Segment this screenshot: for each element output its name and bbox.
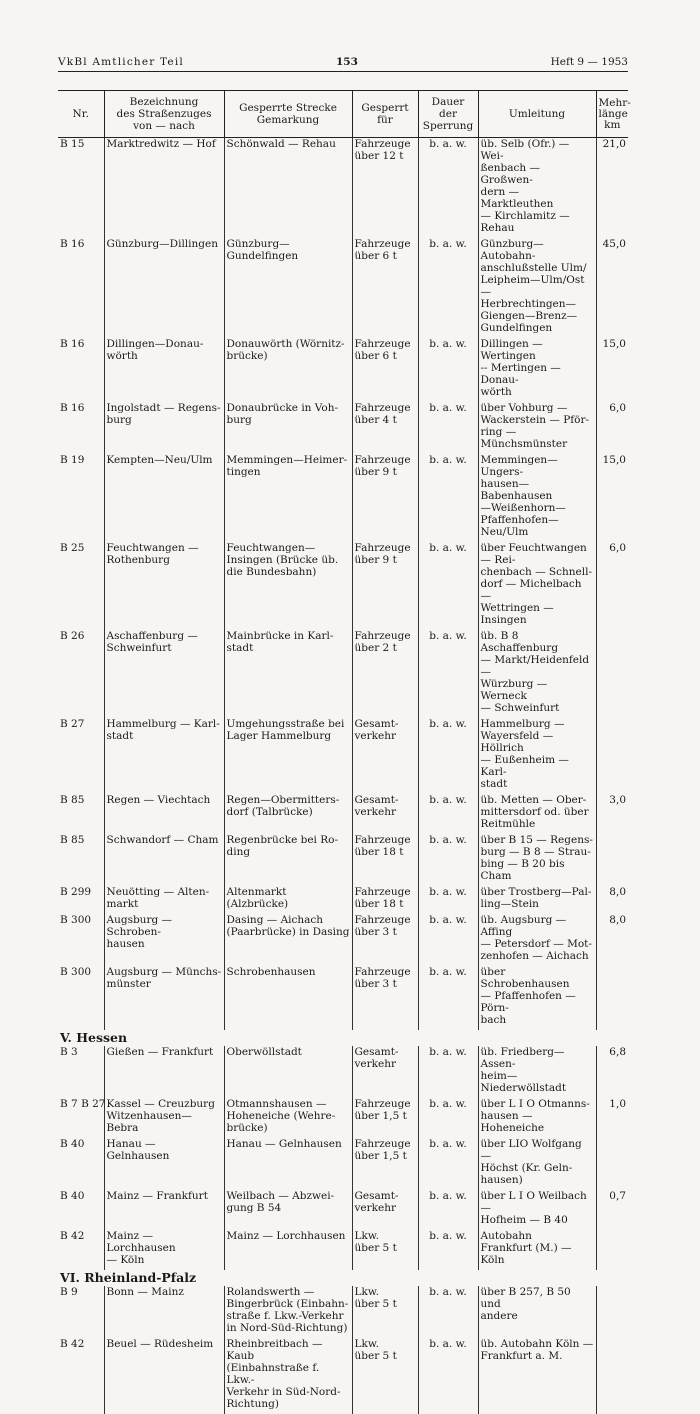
table-row bbox=[58, 1046, 628, 1098]
col-header-umleitung: Umleitung bbox=[478, 91, 596, 138]
road-number-cell: B 16 bbox=[60, 402, 85, 414]
road-number-cell: B 16 bbox=[60, 338, 85, 350]
table-row bbox=[58, 138, 628, 239]
detour-cell: Memmingen—Ungers- hausen—Babenhausen —Weißenhorn— Pfaffenhofen— Neu/Ulm bbox=[478, 454, 596, 542]
extra-length-cell bbox=[596, 1338, 628, 1414]
table-row bbox=[58, 454, 628, 542]
closed-section-cell: Dasing — Aichach (Paarbrücke) in Dasing bbox=[224, 914, 352, 966]
road-number-cell: B 16 bbox=[60, 238, 85, 250]
extra-length-cell bbox=[596, 718, 628, 794]
detour-cell: über Trostberg—Pal- ling—Stein bbox=[478, 886, 596, 914]
table-row bbox=[58, 966, 628, 1030]
road-route-cell: Dillingen—Donau- wörth bbox=[104, 338, 224, 402]
duration-cell: b. a. w. bbox=[418, 886, 478, 914]
closed-section-cell: Hanau — Gelnhausen bbox=[224, 1138, 352, 1190]
closed-for-cell: Fahrzeuge über 12 t bbox=[352, 138, 418, 239]
duration-cell: b. a. w. bbox=[418, 834, 478, 886]
detour-cell: üb. B 8 Aschaffenburg — Markt/Heidenfeld — Würzburg — Werneck — Schweinfurt bbox=[478, 630, 596, 718]
extra-length-cell: 1,0 bbox=[596, 1098, 628, 1138]
detour-cell: über L I O Weilbach — Hofheim — B 40 bbox=[478, 1190, 596, 1230]
closed-for-cell: Fahrzeuge über 6 t bbox=[352, 238, 418, 338]
duration-cell: b. a. w. bbox=[418, 238, 478, 338]
closed-section-cell: Donauwörth (Wörnitz- brücke) bbox=[224, 338, 352, 402]
table-row bbox=[58, 542, 628, 630]
road-route-cell: Aschaffenburg — Schweinfurt bbox=[104, 630, 224, 718]
col-header-nr: Nr. bbox=[58, 91, 104, 138]
closed-for-cell: Fahrzeuge über 4 t bbox=[352, 402, 418, 454]
duration-cell: b. a. w. bbox=[418, 1338, 478, 1414]
road-number-cell: B 40 bbox=[60, 1190, 85, 1202]
closed-section-cell: Mainbrücke in Karl- stadt bbox=[224, 630, 352, 718]
road-route-cell: Schwandorf — Cham bbox=[104, 834, 224, 886]
closed-section-cell: Schrobenhausen bbox=[224, 966, 352, 1030]
duration-cell: b. a. w. bbox=[418, 794, 478, 834]
road-route-cell: Günzburg—Dillingen bbox=[104, 238, 224, 338]
closed-for-cell: Gesamt- verkehr bbox=[352, 1190, 418, 1230]
road-route-cell: Neuötting — Alten- markt bbox=[104, 886, 224, 914]
table-row bbox=[58, 914, 628, 966]
road-route-cell: Hanau — Gelnhausen bbox=[104, 1138, 224, 1190]
closed-section-cell: Schönwald — Rehau bbox=[224, 138, 352, 239]
col-header-bezeichnung: Bezeichnung des Straßenzuges von — nach bbox=[104, 91, 224, 138]
extra-length-cell: 15,0 bbox=[596, 454, 628, 542]
closed-for-cell: Fahrzeuge über 3 t bbox=[352, 914, 418, 966]
table-row bbox=[58, 338, 628, 402]
section-title-hessen: V. Hessen bbox=[60, 1030, 128, 1045]
closed-for-cell: Fahrzeuge über 2 t bbox=[352, 630, 418, 718]
detour-cell: üb. Metten — Ober- mittersdorf od. über Reitmühle bbox=[478, 794, 596, 834]
detour-cell: üb. Friedberg—Assen- heim—Niederwöllstadt bbox=[478, 1046, 596, 1098]
detour-cell: über L I O Otmanns- hausen — Hoheneiche bbox=[478, 1098, 596, 1138]
closed-section-cell: Donaubrücke in Voh- burg bbox=[224, 402, 352, 454]
section-title-rheinland-pfalz: VI. Rheinland-Pfalz bbox=[60, 1270, 197, 1285]
extra-length-cell: 15,0 bbox=[596, 338, 628, 402]
closed-for-cell: Lkw. über 5 t bbox=[352, 1286, 418, 1338]
closed-for-cell: Fahrzeuge über 18 t bbox=[352, 834, 418, 886]
duration-cell: b. a. w. bbox=[418, 454, 478, 542]
duration-cell: b. a. w. bbox=[418, 1230, 478, 1270]
detour-cell: über LIO Wolfgang — Höchst (Kr. Geln- hausen) bbox=[478, 1138, 596, 1190]
extra-length-cell: 0,7 bbox=[596, 1190, 628, 1230]
closed-section-cell: Rolandswerth — Bingerbrück (Einbahn- straße f. Lkw.-Verkehr in Nord-Süd-Richtung) bbox=[224, 1286, 352, 1338]
road-number-cell: B 15 bbox=[60, 138, 85, 150]
section-row bbox=[58, 1030, 628, 1046]
closed-for-cell: Fahrzeuge über 6 t bbox=[352, 338, 418, 402]
road-number-cell: B 85 bbox=[60, 834, 85, 846]
extra-length-cell bbox=[596, 1286, 628, 1338]
duration-cell: b. a. w. bbox=[418, 1190, 478, 1230]
page-header bbox=[58, 56, 628, 70]
extra-length-cell: 6,8 bbox=[596, 1046, 628, 1098]
closed-for-cell: Gesamt- verkehr bbox=[352, 794, 418, 834]
road-number-cell: B 42 bbox=[60, 1230, 85, 1242]
closed-for-cell: Fahrzeuge über 18 t bbox=[352, 886, 418, 914]
table-row bbox=[58, 1190, 628, 1230]
road-number-cell: B 25 bbox=[60, 542, 85, 554]
extra-length-cell: 6,0 bbox=[596, 402, 628, 454]
closed-section-cell: Weilbach — Abzwei- gung B 54 bbox=[224, 1190, 352, 1230]
detour-cell: Hammelburg — Wayersfeld — Höllrich — Eußenheim — Karl- stadt bbox=[478, 718, 596, 794]
detour-cell: über Schrobenhausen — Pfaffenhofen — Pörn- bach bbox=[478, 966, 596, 1030]
closed-section-cell: Otmannshausen — Hoheneiche (Wehre- brücke) bbox=[224, 1098, 352, 1138]
road-number-cell: B 42 bbox=[60, 1338, 85, 1350]
col-header-dauer: Dauer der Sperrung bbox=[418, 91, 478, 138]
extra-length-cell: 8,0 bbox=[596, 886, 628, 914]
closed-section-cell: Regenbrücke bei Ro- ding bbox=[224, 834, 352, 886]
road-route-cell: Augsburg — Schroben- hausen bbox=[104, 914, 224, 966]
detour-cell: über B 15 — Regens- burg — B 8 — Strau- bing — B 20 bis Cham bbox=[478, 834, 596, 886]
closed-for-cell: Lkw. über 5 t bbox=[352, 1338, 418, 1414]
table-row bbox=[58, 238, 628, 338]
road-route-cell: Gießen — Frankfurt bbox=[104, 1046, 224, 1098]
road-number-cell: B 300 bbox=[60, 914, 92, 926]
closed-for-cell: Fahrzeuge über 1,5 t bbox=[352, 1138, 418, 1190]
road-route-cell: Marktredwitz — Hof bbox=[104, 138, 224, 239]
detour-cell: Autobahn Frankfurt (M.) — Köln bbox=[478, 1230, 596, 1270]
extra-length-cell: 21,0 bbox=[596, 138, 628, 239]
closed-for-cell: Fahrzeuge über 1,5 t bbox=[352, 1098, 418, 1138]
table-row bbox=[58, 402, 628, 454]
extra-length-cell bbox=[596, 834, 628, 886]
journal-title: VkBl Amtlicher Teil bbox=[58, 56, 184, 68]
col-header-gesperrt: Gesperrt für bbox=[352, 91, 418, 138]
road-route-cell: Mainz — Lorchhausen — Köln bbox=[104, 1230, 224, 1270]
road-number-cell: B 85 bbox=[60, 794, 85, 806]
closed-section-cell: Günzburg— Gundelfingen bbox=[224, 238, 352, 338]
road-number-cell: B 3 bbox=[60, 1046, 78, 1058]
road-number-cell: B 7 B 27 bbox=[60, 1098, 106, 1110]
road-number-cell: B 299 bbox=[60, 886, 92, 898]
closed-for-cell: Fahrzeuge über 3 t bbox=[352, 966, 418, 1030]
road-route-cell: Mainz — Frankfurt bbox=[104, 1190, 224, 1230]
duration-cell: b. a. w. bbox=[418, 630, 478, 718]
col-header-strecke: Gesperrte Strecke Gemarkung bbox=[224, 91, 352, 138]
road-route-cell: Feuchtwangen — Rothenburg bbox=[104, 542, 224, 630]
closed-for-cell: Lkw. über 5 t bbox=[352, 1230, 418, 1270]
detour-cell: Günzburg—Autobahn- anschlußstelle Ulm/ Leipheim—Ulm/Ost— Herbrechtingen— Giengen—Brenz— Gundelfingen bbox=[478, 238, 596, 338]
table-row bbox=[58, 1138, 628, 1190]
detour-cell: üb. Selb (Ofr.) — Wei- ßenbach — Großwen- dern — Marktleuthen — Kirchlamitz — Rehau bbox=[478, 138, 596, 239]
closed-section-cell: Regen—Obermitters- dorf (Talbrücke) bbox=[224, 794, 352, 834]
header-rule bbox=[58, 71, 628, 72]
extra-length-cell bbox=[596, 966, 628, 1030]
road-number-cell: B 26 bbox=[60, 630, 85, 642]
table-row bbox=[58, 1338, 628, 1414]
table-row bbox=[58, 794, 628, 834]
table-row bbox=[58, 630, 628, 718]
road-route-cell: Kempten—Neu/Ulm bbox=[104, 454, 224, 542]
road-route-cell: Kassel — Creuzburg Witzenhausen—Bebra bbox=[104, 1098, 224, 1138]
duration-cell: b. a. w. bbox=[418, 914, 478, 966]
duration-cell: b. a. w. bbox=[418, 138, 478, 239]
table-row bbox=[58, 718, 628, 794]
duration-cell: b. a. w. bbox=[418, 402, 478, 454]
duration-cell: b. a. w. bbox=[418, 1046, 478, 1098]
closed-section-cell: Memmingen—Heimer- tingen bbox=[224, 454, 352, 542]
closed-section-cell: Oberwöllstadt bbox=[224, 1046, 352, 1098]
detour-cell: üb. Augsburg — Affing — Petersdorf — Mot- zenhofen — Aichach bbox=[478, 914, 596, 966]
closed-for-cell: Gesamt- verkehr bbox=[352, 718, 418, 794]
section-row bbox=[58, 1270, 628, 1286]
duration-cell: b. a. w. bbox=[418, 1098, 478, 1138]
road-number-cell: B 27 bbox=[60, 718, 85, 730]
closed-section-cell: Rheinbreitbach — Kaub (Einbahnstraße f. Lkw.- Verkehr in Süd-Nord- Richtung) bbox=[224, 1338, 352, 1414]
table-row bbox=[58, 1286, 628, 1338]
table-row bbox=[58, 886, 628, 914]
road-route-cell: Ingolstadt — Regens- burg bbox=[104, 402, 224, 454]
detour-cell: Dillingen — Wertingen -- Mertingen — Donau- wörth bbox=[478, 338, 596, 402]
extra-length-cell bbox=[596, 1230, 628, 1270]
road-route-cell: Bonn — Mainz bbox=[104, 1286, 224, 1338]
duration-cell: b. a. w. bbox=[418, 542, 478, 630]
duration-cell: b. a. w. bbox=[418, 1286, 478, 1338]
road-route-cell: Hammelburg — Karl- stadt bbox=[104, 718, 224, 794]
closed-for-cell: Fahrzeuge über 9 t bbox=[352, 454, 418, 542]
extra-length-cell: 6,0 bbox=[596, 542, 628, 630]
table-row bbox=[58, 834, 628, 886]
duration-cell: b. a. w. bbox=[418, 1138, 478, 1190]
closed-section-cell: Umgehungsstraße bei Lager Hammelburg bbox=[224, 718, 352, 794]
table-header-row bbox=[58, 91, 628, 138]
duration-cell: b. a. w. bbox=[418, 338, 478, 402]
detour-cell: über Feuchtwangen — Rei- chenbach — Schnell- dorf — Michelbach — Wettringen — Insingen bbox=[478, 542, 596, 630]
duration-cell: b. a. w. bbox=[418, 966, 478, 1030]
page-number: 153 bbox=[336, 56, 358, 68]
table-row bbox=[58, 1230, 628, 1270]
closed-for-cell: Gesamt- verkehr bbox=[352, 1046, 418, 1098]
table-row bbox=[58, 1098, 628, 1138]
detour-cell: über B 257, B 50 und andere bbox=[478, 1286, 596, 1338]
extra-length-cell: 3,0 bbox=[596, 794, 628, 834]
closed-section-cell: Feuchtwangen— Insingen (Brücke üb. die Bundesbahn) bbox=[224, 542, 352, 630]
extra-length-cell bbox=[596, 1138, 628, 1190]
closed-section-cell: Mainz — Lorchhausen bbox=[224, 1230, 352, 1270]
detour-cell: üb. Autobahn Köln — Frankfurt a. M. bbox=[478, 1338, 596, 1414]
road-route-cell: Regen — Viechtach bbox=[104, 794, 224, 834]
issue-label: Heft 9 — 1953 bbox=[550, 56, 628, 68]
duration-cell: b. a. w. bbox=[418, 718, 478, 794]
road-number-cell: B 300 bbox=[60, 966, 92, 978]
road-number-cell: B 19 bbox=[60, 454, 85, 466]
road-route-cell: Augsburg — Münchs- münster bbox=[104, 966, 224, 1030]
road-number-cell: B 9 bbox=[60, 1286, 78, 1298]
extra-length-cell: 45,0 bbox=[596, 238, 628, 338]
closed-section-cell: Altenmarkt (Alzbrücke) bbox=[224, 886, 352, 914]
detour-cell: über Vohburg — Wackerstein — Pför- ring — Münchsmünster bbox=[478, 402, 596, 454]
col-header-laenge: Mehr- länge km bbox=[596, 91, 628, 138]
road-number-cell: B 40 bbox=[60, 1138, 85, 1150]
road-route-cell: Beuel — Rüdesheim bbox=[104, 1338, 224, 1414]
extra-length-cell bbox=[596, 630, 628, 718]
extra-length-cell: 8,0 bbox=[596, 914, 628, 966]
road-closures-table bbox=[58, 90, 631, 1414]
closed-for-cell: Fahrzeuge über 9 t bbox=[352, 542, 418, 630]
